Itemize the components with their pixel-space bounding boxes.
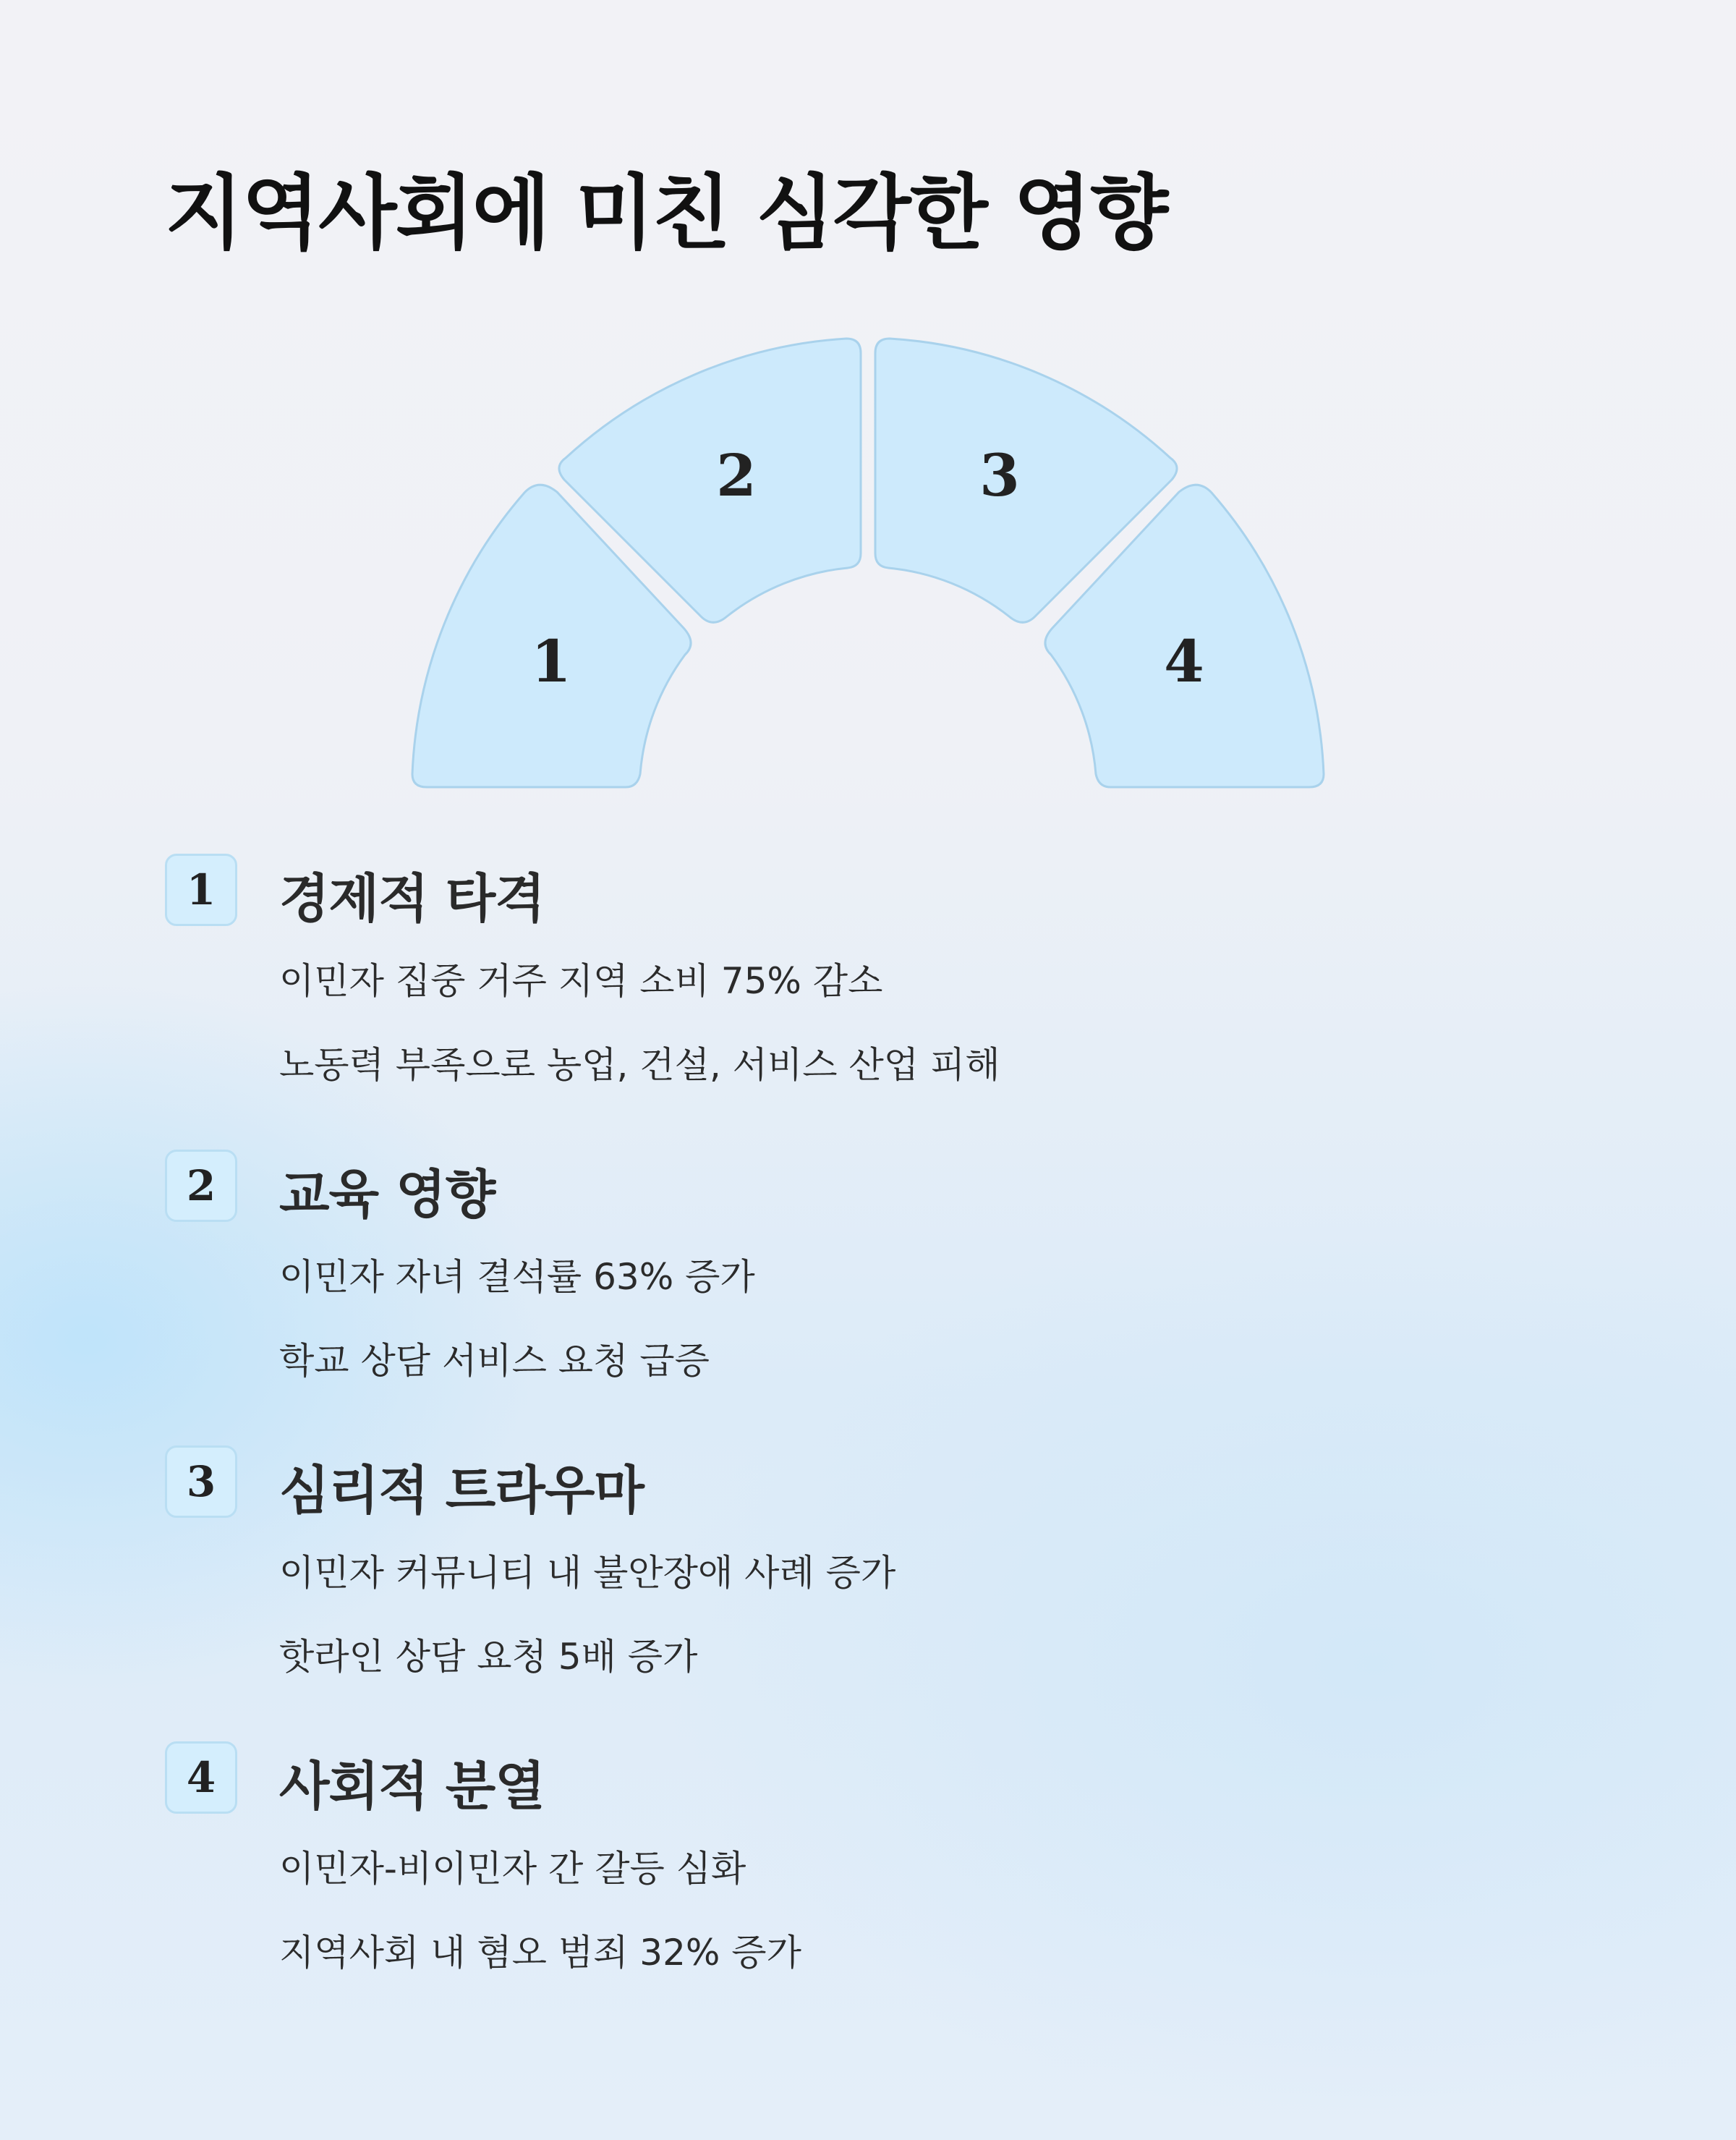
section-item: 노동력 부족으로 농업, 건설, 서비스 산업 피해: [279, 1044, 1000, 1086]
section-item: 지역사회 내 혐오 범죄 32% 증가: [279, 1932, 801, 1974]
arc-segment-3-label: 3: [979, 441, 1020, 509]
section-education: [165, 1150, 1539, 1396]
section-item: 이민자 커뮤니티 내 불안장애 사례 증가: [279, 1552, 896, 1594]
section-title: 사회적 분열: [279, 1756, 545, 1817]
section-item: 핫라인 상담 요청 5배 증가: [279, 1636, 698, 1678]
semicircle-diagram: [0, 0, 1736, 810]
section-economic: [165, 854, 1539, 1100]
section-title: 경제적 타격: [279, 868, 545, 929]
section-number-badge: 2: [165, 1150, 237, 1222]
section-item: 학교 상담 서비스 요청 급증: [279, 1340, 710, 1382]
arc-segment-4-label: 4: [1164, 627, 1204, 695]
arc-segment-1-label: 1: [531, 627, 571, 695]
arc-segment-2-label: 2: [716, 441, 757, 509]
section-item: 이민자 집중 거주 지역 소비 75% 감소: [279, 960, 883, 1002]
section-number-badge: 1: [165, 854, 237, 926]
section-number-badge: 4: [165, 1741, 237, 1814]
section-item: 이민자 자녀 결석률 63% 증가: [279, 1256, 755, 1298]
section-title: 교육 영향: [279, 1164, 495, 1225]
page-title: 지역사회에 미친 심각한 영향: [165, 166, 1167, 260]
section-psychological: [165, 1445, 1539, 1691]
section-social: [165, 1741, 1539, 1987]
section-title: 심리적 트라우마: [279, 1460, 644, 1521]
section-item: 이민자-비이민자 간 갈등 심화: [279, 1848, 746, 1890]
section-number-badge: 3: [165, 1445, 237, 1518]
